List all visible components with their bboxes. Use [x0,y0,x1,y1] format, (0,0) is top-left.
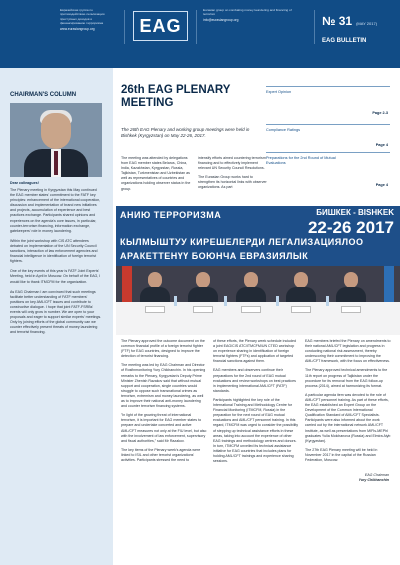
paragraph: The Plenary meeting in Kyrgyzstan this May continued the EAG member states' commitment to the FATF key principles: enhancement of the international cooperation, discussion and implementation of brand new initiatives and projects, accumulation of experience and best practices exchange. Participants shared opinions and experiences on the agenda's core issues, in particular, counter-terrorism financing, information exchange, gatekeepers' role in money laundering. [10,188,101,233]
divider [124,10,125,44]
paragraph: intensify efforts aimed countering terrorism financing and to effectively implement relevant UN Security Council Resolutions. [198,156,266,171]
flag [384,266,394,302]
masthead-right-text [203,8,295,22]
toc-page: Page 4 [375,143,388,147]
banner-line: АРАКЕТТЕНҮҮ БОЮНЧА ЕВРАЗИЯЛЫК [120,251,309,261]
paragraph: "In light of the growing threat of international terrorism, it is important for EAG member states to prepare and undertake concerted and active AML/CFT measures not only at the FIU level, but also with the involvement of law enforcement, supervisory and fiscal authorities," said Mr Razakov. [121,413,207,443]
paragraph: As EAG Chairman I am convinced that such meetings facilitate better understanding of FATF members' positions on key AML/CFT issues and contribute to constructive dialogue. I hope that joint FATF-FSRBs' events will only grow in number. We are open to your proposals and eager to support similar experts' meetings. Only by joining efforts of the global community can we counter effectively present threats of money laundering and terrorist financing. [10,289,102,335]
signature-name: Yury Chikhanchin [358,478,389,482]
toc-page: Page 4 [375,183,388,187]
paragraph: EAG members briefed the Plenary on amendments to their national AML/CFT legislation and progress in conducting national risk assessment, thereby underscoring their commitment to improving the AML/CFT framework, with the focus on effectiveness. [305,339,391,364]
toc-title[interactable]: Preparations for the 2nd Round of Mutual Evaluations [266,156,336,166]
banner-line: КЫЛМЫШТУУ КИРЕШЕЛЕРДИ ЛЕГАЛИЗАЦИЯЛОО [120,237,364,247]
paragraph: of these efforts, the Plenary week schedule included a joint EAG/CIS ATC/ITMCFM/UN CTED workshop on experience sharing in identification of foreign terrorist fighters (FTFs) and application of targeted financial sanctions against them. [213,339,297,364]
paragraph: The Plenary approved the outcome document on the common financial profile of a foreign terrorist fighter (FTF) for EAG countries, designed to improve the detection of terrorist financing. [121,339,205,359]
paragraph: The Plenary approved technical amendments to the 11th report on progress of Tajikistan under the procedure for its removal from the EAG follow-up process (2014), aimed at harmonizing its format. [305,368,388,388]
article-column-3 [305,339,391,561]
water-bottle [276,296,279,306]
email-link[interactable]: info@eurasiangroup.org [203,17,239,22]
nameplate [291,306,311,313]
paragraph: The meeting was led by EAG Chairman and Director of Rosfinmonitoring Yury Chikhanchin. In his opening remarks to the Plenary, Kyrgyzstan's Deputy Prime Minister Zhenish Razakov said that without mutual support and cooperation, single countries would struggle to oppose such transnational crimes as terrorism, extremism and money laundering, as well as to improve their national anti-money laundering and counter terrorism financing systems. [121,363,206,409]
masthead-left-text [60,8,118,31]
banner-line: АНИЮ ТЕРРОРИЗМА [120,210,222,220]
divider [314,10,315,44]
article-column-b [198,156,269,200]
paragraph: The key items of the Plenary week's agenda were linked to ISIL and other terrorist organizations' activities. Participants stressed the need to [121,447,201,462]
paragraph: The 27th EAG Plenary meeting will be held in November 2017 in the capital of the Russian Federation, Moscow. [305,447,378,462]
paragraph: Within the joint workshop with CIS ATC attendees debated on implementation of the UN Security Council sanctions, interaction of law enforcement agencies and financial intelligence in identification of foreign terrorist fighters. [10,238,98,264]
nameplate [145,306,165,313]
article-lead: The 26th EAG Plenary and working group meetings were held in Bishkek (Kyrgyzstan) on May 22-26, 2017. [121,127,250,139]
article-column-a [121,156,192,200]
plenary-photo [116,206,400,335]
divider [196,10,197,44]
event-banner [116,206,400,266]
issue-info [322,12,388,44]
masthead [0,0,400,68]
bulletin-title: EAG BULLETIN [322,38,367,44]
toc-item[interactable] [266,86,390,124]
flag [122,266,132,302]
water-bottle [174,296,177,306]
table-of-contents [266,86,390,192]
article-column-2 [213,339,299,561]
toc-title[interactable]: Compliance Ratings [266,128,300,132]
paragraph: EAG members and observers continue their preparations for the 2nd round of EAG mutual evaluations and review workshops on best practices in implementing international AML/CFT (FATF) standards. [213,368,296,393]
nameplate [193,306,213,313]
nameplate [241,306,261,313]
toc-item[interactable] [266,124,390,152]
chairman-text [10,188,102,462]
toc-item[interactable] [266,152,390,192]
issue-number: № 31 [322,14,353,28]
column-title: CHAIRMAN'S COLUMN [10,92,77,98]
toc-title[interactable]: Expert Opinion [266,90,292,94]
article-column-1 [121,339,207,561]
website-link[interactable]: www.eurasiangroup.org [60,26,95,31]
signature-title: EAG Chairman [364,473,389,477]
logo-text: EAG [139,15,182,36]
org-name-ru: Евразийская группа по противодействию легализации преступных доходов и финансированию терроризма [60,8,105,26]
nameplate [341,306,361,313]
org-name-en: Eurasian group on combating money laundering and financing of terrorism [203,8,292,17]
paragraph: The Eurasian Group works hard to strengthen its horizontal links with observer organizations. As part [198,175,267,190]
eag-logo [133,11,188,41]
chairman-portrait [10,103,102,177]
paragraph: The meeting was attended by delegations from EAG member states Belarus, China, India, Kazakhstan, Kyrgyzstan, Russia, Tajikistan, Turkmenistan and Uzbekistan as well as representatives of countries and organizations holding observer status in the group. [121,156,191,191]
water-bottle [224,296,227,306]
paragraph: One of the key events of this year is FATF Joint Experts' Meeting, held in April in Moscow. On behalf of the EAG, I would like to thank ITMCFM for the organization. [10,269,101,284]
issue-date: (MAY 2017) [356,21,378,26]
salutation: Dear colleagues! [10,181,39,185]
article-headline: 26th EAG PLENARY MEETING [121,84,231,109]
water-bottle [326,296,329,306]
banner-date: 22-26 2017 [307,218,394,237]
paragraph: A particular agenda item was devoted to the role of AML/CFT personnel training. As part of these efforts, the EAG established an Expert Group on the Development of the Common International Qualification Standard of AML/CFT Specialists. Participants were also informed about the work carried out by the international network AML/CFT Institute, as well as presentations from MIFIs-MEPhI graduates Yulia Molchanova (Russia) and Elmira Aiyb (Kyrgyzstan). [305,392,391,443]
paragraph: Participants highlighted the key role of the International Training and Methodology Centre for Financial Monitoring (ITMCFM, Russia) in the preparation for the next round of EAG mutual evaluations and AML/CFT personnel training. In this regard, ITMCFM was urged to consider the possibility of stepping up technical assistance efforts in these areas, taking into account the experience of other EAG trainings and methodology centres and donors. In turn, ITMCFM unveiled its technical assistance initiative for EAG countries that includes plans for holding AML/CFT trainings and experience sharing sessions. [213,397,299,464]
banner-city: БИШКЕК - BISHKEK [316,208,394,217]
toc-page: Page 2-3 [372,111,388,115]
